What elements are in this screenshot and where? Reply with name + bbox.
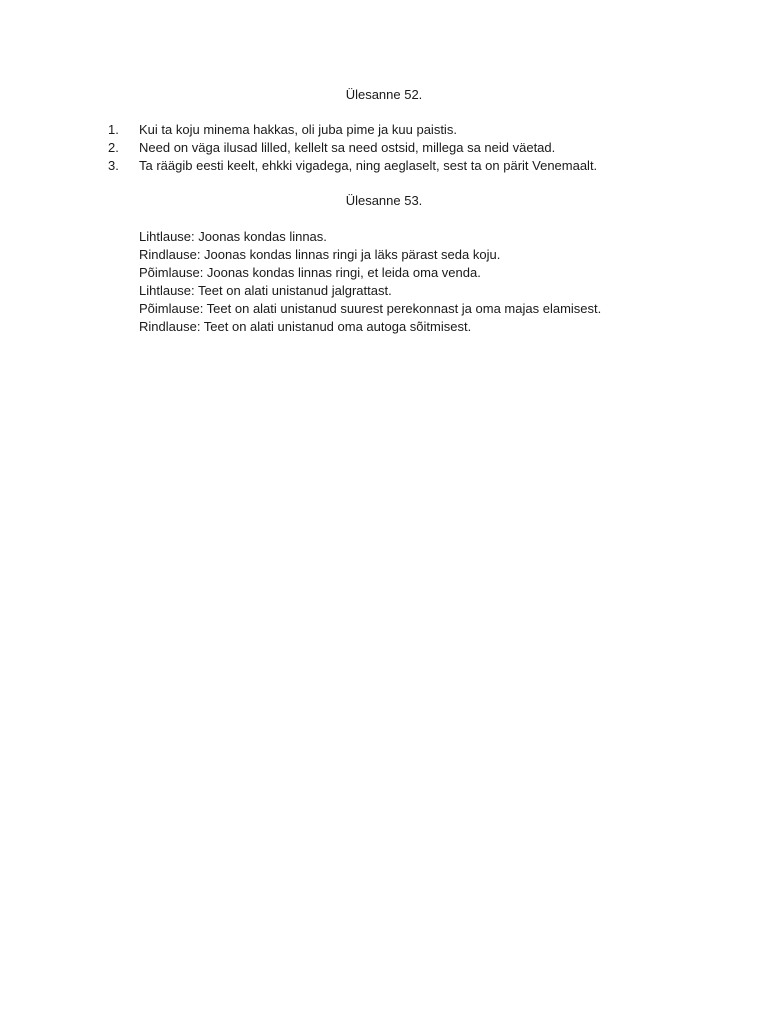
exercise-52-list bbox=[108, 121, 598, 175]
sentence-line: Lihtlause: Joonas kondas linnas. bbox=[139, 229, 327, 244]
list-item bbox=[108, 139, 556, 157]
list-item-number: 2. bbox=[108, 140, 119, 155]
sentence-line: Põimlause: Teet on alati unistanud suurest perekonnast ja oma majas elamisest. bbox=[139, 301, 602, 316]
list-item-number: 1. bbox=[108, 122, 119, 137]
sentence-line: Rindlause: Teet on alati unistanud oma autoga sõitmisest. bbox=[139, 319, 472, 334]
list-item bbox=[108, 157, 598, 175]
exercise-52-heading: Ülesanne 52. bbox=[345, 87, 423, 102]
list-item-text: Need on väga ilusad lilled, kellelt sa need ostsid, millega sa neid väetad. bbox=[139, 140, 556, 155]
list-item-text: Kui ta koju minema hakkas, oli juba pime ja kuu paistis. bbox=[139, 122, 457, 137]
list-item-number: 3. bbox=[108, 158, 119, 173]
list-item bbox=[108, 121, 457, 139]
exercise-53-sentences bbox=[139, 228, 601, 336]
sentence-line: Põimlause: Joonas kondas linnas ringi, et leida oma venda. bbox=[139, 265, 481, 280]
list-item-text: Ta räägib eesti keelt, ehkki vigadega, ning aeglaselt, sest ta on pärit Venemaalt. bbox=[139, 158, 598, 173]
exercise-53-heading: Ülesanne 53. bbox=[345, 193, 423, 208]
sentence-line: Rindlause: Joonas kondas linnas ringi ja läks pärast seda koju. bbox=[139, 247, 501, 262]
sentence-line: Lihtlause: Teet on alati unistanud jalgrattast. bbox=[139, 283, 392, 298]
